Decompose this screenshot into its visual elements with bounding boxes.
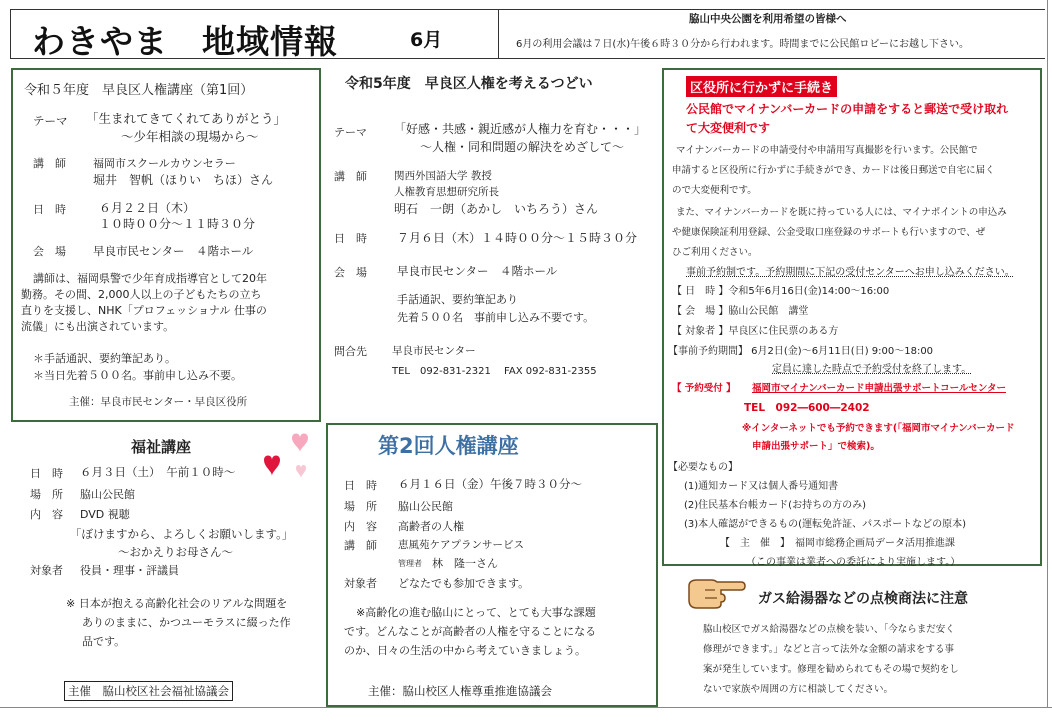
box4-target: 役員・理事・評議員 (80, 564, 179, 577)
box5-place: 脇山公民館 (398, 500, 453, 513)
box3-prereg: 事前予約制です。予約期間に下記の受付センターへお申し込みください。 (686, 267, 1015, 278)
box3-reserve-center: 福岡市マイナンバーカード申請出張サポートコールセンター (752, 383, 1007, 394)
box5-lecturer-org: 恵風苑ケアプランサービス (398, 539, 524, 551)
box5-target-label: 対象者 (344, 577, 377, 590)
box3-period-line: 【事前予約期間】 6月2日(金)～6月11日(日) 9:00～18:00 (668, 346, 934, 357)
page-title: わきやま 地域情報 (32, 22, 338, 61)
box5-date: ６月１６日（金）午後７時３０分～ (398, 477, 582, 491)
box1-theme-label: テーマ (33, 114, 68, 128)
box2-venue-label: 会 場 (334, 266, 367, 279)
box4-place: 脇山公民館 (80, 488, 135, 501)
box5-place-label: 場 所 (344, 500, 377, 513)
box1-subtheme: ～少年相談の現場から～ (121, 129, 259, 144)
box4-title: 福祉講座 (131, 438, 192, 456)
box3-headline-1: 公民館でマイナンバーカードの申請をすると郵送で受け取れ (686, 102, 1009, 116)
box3-need-3: (3)本人確認ができるもの(運転免許証、パスポートなどの原本) (684, 519, 966, 530)
top-rule (10, 9, 1045, 10)
box2-theme: 「好感・共感・親近感が人権力を育む・・・」 (394, 122, 647, 136)
box5-content: 高齢者の人権 (398, 520, 464, 533)
box3-title: 区役所に行かずに手続き (686, 76, 837, 97)
box2-venue: 早良市民センター ４階ホール (397, 264, 558, 278)
box3-p1-b: 申請すると区役所に行かずに手続きができ、カードは後日郵送で自宅に届く (672, 165, 995, 176)
box1-note-1: ＊手話通訳、要約筆記あり。 (33, 352, 176, 365)
box2-lecturer-org-1: 関西外国語大学 教授 (394, 170, 492, 182)
box2-title: 令和5年度 早良区人権を考えるつどい (345, 76, 593, 92)
right-rule (1047, 0, 1048, 708)
box2-lecturer-org-2: 人権教育思想研究所長 (394, 186, 499, 198)
box3-need-1: (1)通知カード又は個人番号通知書 (684, 481, 839, 492)
box4-date-label: 日 時 (30, 467, 63, 480)
box6-p4: ないで家族や周囲の方に相談してください。 (703, 684, 894, 695)
header-divider (498, 9, 499, 59)
month-label: 6月 (410, 29, 443, 51)
box1-desc-3: 直りを支援し、NHK「プロフェッショナル 仕事の (21, 304, 267, 317)
box3-p2-b: や健康保険証利用登録、公金受取口座登録のサポートも行いますので、ぜ (672, 227, 986, 238)
box3-p1-c: ので大変便利です。 (672, 185, 757, 196)
box2-note-2: 先着５００名 事前申し込み不要です。 (397, 311, 595, 324)
box5-host: 主催：脇山校区人権尊重推進協議会 (368, 684, 552, 698)
box4-date: ６月３日（土） 午前１０時～ (80, 465, 236, 479)
box2-lecturer-name: 明石 一朗（あかし いちろう）さん (394, 202, 599, 216)
box5-lecturer-role: 管理者 (398, 559, 422, 568)
box2-date: ７月６日（木）１４時００分～１５時３０分 (397, 231, 638, 245)
human-rights-lecture-2-box (326, 423, 658, 707)
box5-msg-1: ※高齢化の進む脇山にとって、とても大事な課題 (356, 606, 596, 619)
box3-host: 【 主 催 】 福岡市総務企画局データ活用推進課 (720, 538, 955, 549)
hearts-icon (258, 430, 318, 482)
box1-venue-label: 会 場 (33, 245, 66, 258)
box5-lecturer-label: 講 師 (344, 539, 377, 552)
box2-contact: 早良市民センター (392, 345, 476, 357)
box5-msg-3: のか、日々の生活の中から考えていきましょう。 (344, 644, 586, 657)
box4-content-label: 内 容 (30, 508, 63, 521)
box2-lecturer-label: 講 師 (334, 170, 367, 183)
box3-tel: TEL 092―600―2402 (744, 402, 870, 414)
box6-title: ガス給湯器などの点検商法に注意 (758, 591, 968, 607)
box6-p1: 脇山校区でガス給湯器などの点検を装い、「今ならまだ安く (703, 624, 955, 635)
box3-date-line: 【 日 時 】令和5年6月16日(金)14:00～16:00 (672, 286, 890, 297)
box2-note-1: 手話通訳、要約筆記あり (397, 293, 518, 306)
box6-p2: 修理ができます。」などと言って法外な金額の請求をする事 (703, 644, 954, 655)
box4-note-1: ※ 日本が抱える高齢化社会のリアルな問題を (66, 597, 288, 610)
box1-lecturer-label: 講 師 (33, 157, 66, 170)
box4-content: DVD 視聴 (80, 508, 130, 521)
box2-theme-label: テーマ (334, 126, 367, 139)
box4-note-3: 品です。 (82, 635, 126, 648)
box5-content-label: 内 容 (344, 520, 377, 533)
box3-host-note: （この事業は業者への委託により実施します。） (746, 557, 961, 568)
my-number-card-box (662, 68, 1042, 566)
box3-target-line: 【 対象者 】早良区に住民票のある方 (672, 326, 839, 337)
box3-reserve-label: 【 予約受付 】 (672, 383, 736, 394)
box2-subtheme: ～人権・同和問題の解決をめざして～ (420, 140, 625, 154)
box4-film-1: 「ぼけますから、よろしくお願いします。」 (70, 527, 294, 541)
box4-note-2: ありのままに、かつユーモラスに綴った作 (82, 616, 291, 629)
box4-film-2: ～おかえりお母さん～ (118, 545, 233, 559)
box3-venue-line: 【 会 場 】脇山公民館 講堂 (672, 306, 809, 317)
notice-title: 脇山中央公園を利用希望の皆様へ (689, 13, 847, 25)
box1-lecturer-name: 堀井 智帆（ほりい ちほ）さん (93, 173, 274, 187)
box3-period-note: 定員に達した時点で予約受付を終了します。 (772, 364, 972, 375)
box4-target-label: 対象者 (30, 564, 63, 577)
notice-body: 6月の利用会議は７日(水)午後６時３０分から行われます。時間までに公民館ロビーにお越し下さい。 (516, 39, 969, 50)
box5-target: どなたでも参加できます。 (398, 577, 530, 590)
box3-p2-c: ひご利用ください。 (672, 247, 758, 258)
box1-host: 主催：早良市民センター・早良区役所 (69, 396, 248, 408)
box3-p2-a: また、マイナンバーカードを既に持っている人には、マイナポイントの申込み (676, 207, 1007, 218)
box2-tel-fax: TEL 092-831-2321 FAX 092-831-2355 (392, 366, 597, 377)
box1-lecturer-org: 福岡市スクールカウンセラー (93, 157, 236, 170)
box3-p1-a: マイナンバーカードの申請受付や申請用写真撮影を行います。公民館で (676, 145, 978, 156)
box3-internet-1: ※インターネットでも予約できます(「福岡市マイナンバーカード (742, 423, 1015, 434)
box1-venue: 早良市民センター ４階ホール (93, 244, 254, 258)
header-left-rule (10, 9, 11, 59)
box5-date-label: 日 時 (344, 479, 377, 492)
box5-msg-2: です。どんなことが高齢者の人権を守ることになる (344, 625, 597, 638)
box1-time: １０時００分～１１時３０分 (99, 217, 256, 231)
box1-desc-2: 勤務。その間、2,000人以上の子どもたちの立ち (21, 288, 262, 301)
box1-theme: 「生まれてきてくれてありがとう」 (86, 111, 287, 126)
box3-need-2: (2)住民基本台帳カード(お持ちの方のみ) (684, 500, 866, 511)
box3-internet-2: 申請出張サポート」で検索)。 (752, 441, 880, 452)
box3-needs-title: 【必要なもの】 (668, 462, 738, 473)
box2-contact-label: 問合先 (334, 345, 367, 358)
box6-p3: 案が発生しています。修理を勧められてもその場で契約をし (703, 664, 959, 675)
box3-headline-2: て大変便利です (686, 121, 771, 135)
box4-host: 主催 脇山校区社会福祉協議会 (64, 681, 233, 701)
box1-title: 令和５年度 早良区人権講座（第1回） (24, 83, 254, 98)
box2-date-label: 日 時 (334, 232, 367, 245)
box4-place-label: 場 所 (30, 488, 63, 501)
box5-lecturer-name: 林 隆一さん (432, 557, 498, 570)
box1-date: ６月２２日（木） (99, 201, 196, 215)
box1-note-2: ＊当日先着５００名。事前申し込み不要。 (33, 369, 242, 382)
box1-desc-4: 流儀」にも出演されています。 (21, 320, 175, 333)
human-rights-lecture-1-box (11, 68, 321, 422)
box1-desc-1: 講師は、福岡県警で少年育成指導官として20年 (33, 272, 267, 285)
box5-title: 第2回人権講座 (378, 434, 519, 458)
bottom-rule (0, 707, 1052, 708)
box1-date-label: 日 時 (33, 203, 66, 216)
pointing-hand-icon (685, 576, 747, 612)
